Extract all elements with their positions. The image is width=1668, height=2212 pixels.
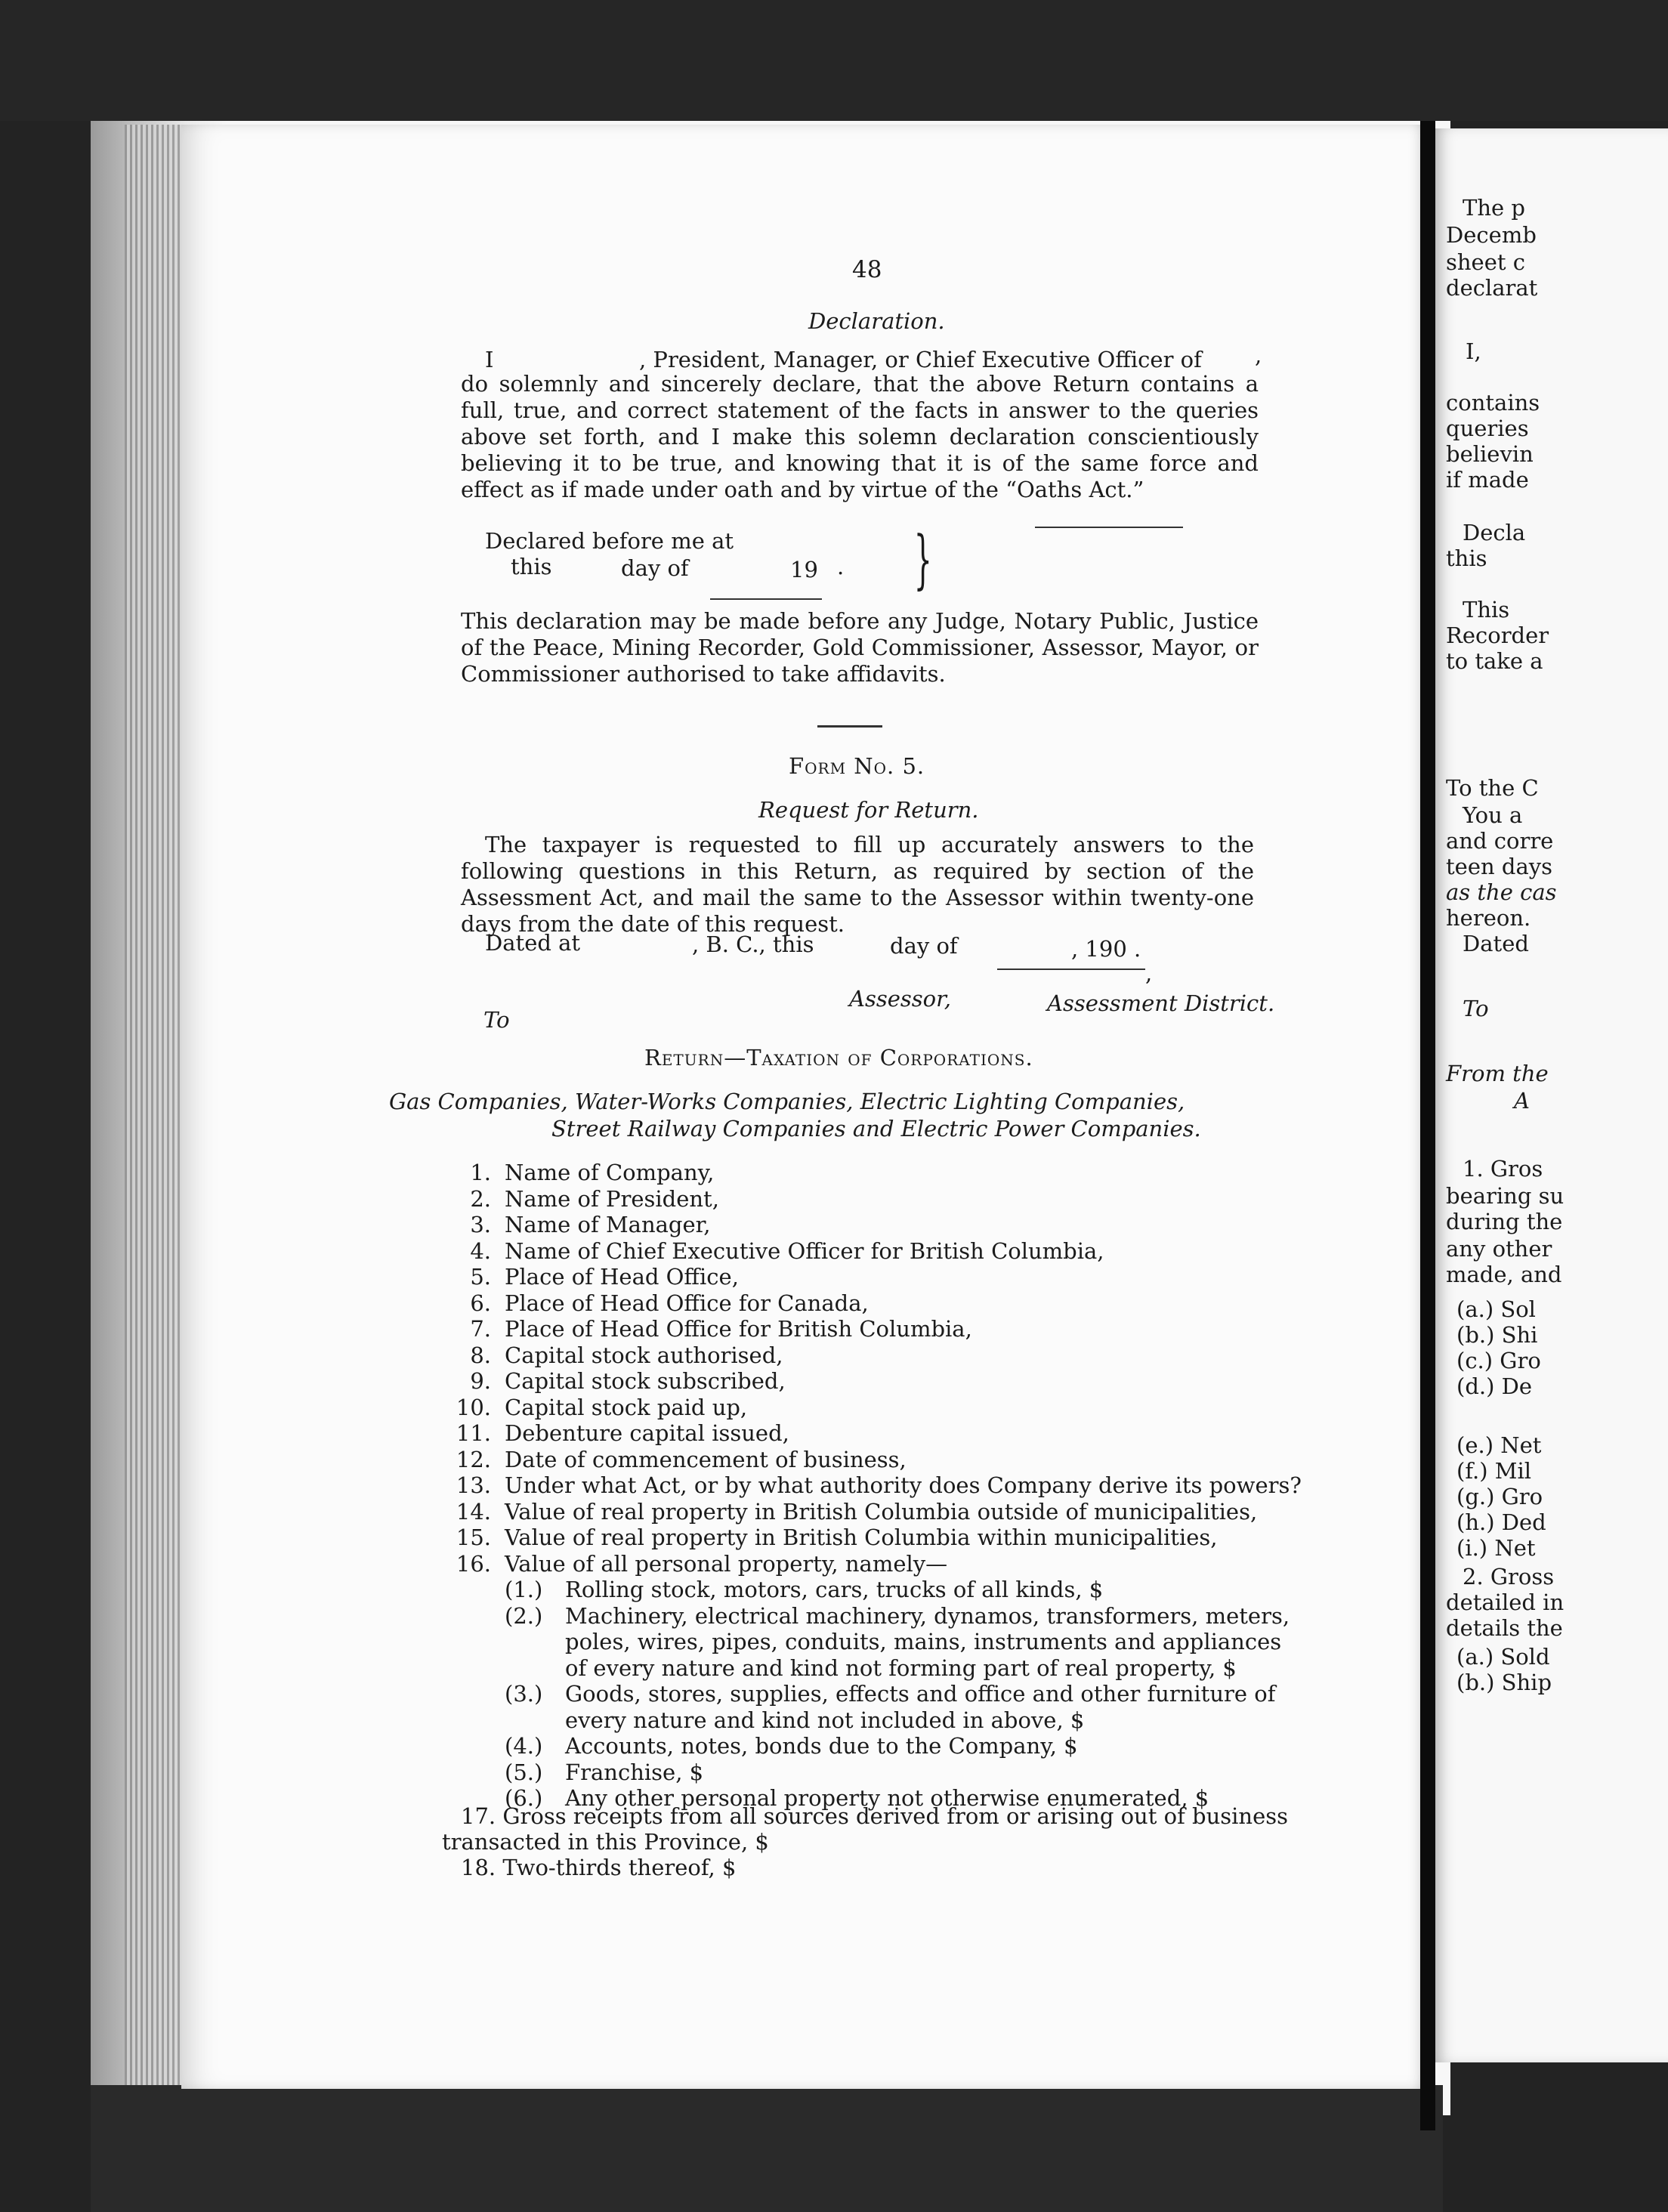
- right-page-line: (c.) Gro: [1456, 1348, 1541, 1373]
- form-subtitle: Request for Return.: [758, 797, 979, 823]
- right-page-line: hereon.: [1446, 905, 1531, 931]
- right-page-line: I,: [1466, 338, 1481, 364]
- right-page-line: (f.) Mil: [1456, 1458, 1532, 1484]
- subitem-number: (5.): [505, 1759, 543, 1785]
- item-text: Value of real property in British Columbia within municipalities,: [505, 1525, 1218, 1550]
- item-number: 15.: [456, 1525, 491, 1550]
- right-page-line: details the: [1446, 1615, 1563, 1641]
- dated-year: , 190 .: [1071, 936, 1141, 962]
- page-number: 48: [852, 256, 882, 283]
- section-divider: [817, 725, 882, 728]
- item-number: 7.: [470, 1316, 491, 1342]
- item-number: 1.: [470, 1160, 491, 1185]
- right-page-line: made, and: [1446, 1262, 1562, 1287]
- item-text: Place of Head Office,: [505, 1264, 739, 1290]
- scan-background-top: [0, 0, 1668, 121]
- right-page-line: This: [1463, 597, 1510, 623]
- item-text: Capital stock subscribed,: [505, 1368, 786, 1394]
- scan-background-bottom: [91, 2085, 1443, 2212]
- to-label: To: [483, 1007, 510, 1033]
- right-page-line: queries: [1446, 416, 1529, 441]
- right-page-line: declarat: [1446, 275, 1538, 301]
- right-page-line: A: [1514, 1088, 1530, 1114]
- item-number: 12.: [456, 1446, 491, 1472]
- right-page-line: as the cas: [1446, 879, 1557, 905]
- right-page-line: if made: [1446, 467, 1529, 493]
- item-text: Debenture capital issued,: [505, 1420, 789, 1446]
- right-page-line: To the C: [1446, 775, 1539, 801]
- right-page-line: sheet c: [1446, 249, 1525, 275]
- item-number: 6.: [470, 1290, 491, 1316]
- right-page-line: to take a: [1446, 648, 1543, 674]
- subitem-text: Franchise, $: [565, 1759, 704, 1785]
- right-page-line: From the: [1446, 1061, 1549, 1086]
- right-page-line: and corre: [1446, 828, 1554, 854]
- form-title: Form No. 5.: [789, 753, 925, 779]
- subitem-text: Machinery, electrical machinery, dynamos, transformers, meters,: [565, 1602, 1290, 1629]
- right-page-line: The p: [1463, 195, 1525, 221]
- right-page-line: Recorder: [1446, 623, 1549, 648]
- subitem-text: of every nature and kind not forming part of real property, $: [565, 1654, 1237, 1681]
- item-number: 11.: [456, 1420, 491, 1446]
- item-text: Capital stock paid up,: [505, 1394, 748, 1420]
- right-page-fragment: [1435, 128, 1668, 2062]
- subitem-number: (3.): [505, 1681, 543, 1707]
- item-text: Name of Chief Executive Officer for British Columbia,: [505, 1237, 1104, 1264]
- subitem-text: poles, wires, pipes, conduits, mains, instruments and appliances: [565, 1629, 1282, 1654]
- right-page-line: detailed in: [1446, 1589, 1565, 1615]
- dated-bc-this: , B. C., this: [692, 931, 814, 957]
- declaration-heading: Declaration.: [808, 308, 945, 334]
- book-gutter: [1420, 121, 1435, 2130]
- item-text: Place of Head Office for British Columbia,: [505, 1316, 972, 1342]
- subitem-number: (1.): [505, 1577, 543, 1602]
- item-number: 3.: [470, 1212, 491, 1237]
- right-page-line: this: [1446, 545, 1487, 571]
- subitem-text: Rolling stock, motors, cars, trucks of all kinds, $: [565, 1577, 1104, 1602]
- declared-day-of: day of: [621, 555, 689, 581]
- item-number: 10.: [456, 1394, 491, 1420]
- item-17-line-1: 17. Gross receipts from all sources derived from or arising out of business: [461, 1803, 1289, 1829]
- declared-period: .: [837, 554, 845, 579]
- subitem-text: Any other personal property not otherwise enumerated, $: [565, 1785, 1209, 1811]
- right-page-line: 2. Gross: [1463, 1564, 1555, 1589]
- subitem-text: every nature and kind not included in above, $: [565, 1707, 1085, 1733]
- companies-line-1: Gas Companies, Water-Works Companies, Electric Lighting Companies,: [389, 1089, 1185, 1114]
- return-heading: Return—Taxation of Corporations.: [644, 1045, 1033, 1070]
- right-page-line: (d.) De: [1456, 1373, 1533, 1399]
- year-line: [710, 598, 822, 600]
- right-page-line: bearing su: [1446, 1183, 1565, 1209]
- companies-line-2: Street Railway Companies and Electric Power Companies.: [551, 1116, 1201, 1142]
- item-text: Value of real property in British Columbia outside of municipalities,: [505, 1498, 1258, 1525]
- right-page-line: To: [1463, 996, 1489, 1021]
- item-text: Date of commencement of business,: [505, 1446, 907, 1472]
- subitem-number: (4.): [505, 1733, 543, 1759]
- declaration-line1: , President, Manager, or Chief Executive Officer of: [639, 347, 1202, 372]
- dated-day-of: day of: [890, 933, 958, 959]
- item-text: Name of Manager,: [505, 1212, 711, 1237]
- right-page-line: Decla: [1463, 520, 1526, 545]
- item-number: 8.: [470, 1342, 491, 1368]
- item-number: 13.: [456, 1472, 491, 1498]
- item-number: 16.: [456, 1550, 491, 1577]
- right-page-line: (g.) Gro: [1456, 1484, 1543, 1509]
- item-18: 18. Two-thirds thereof, $: [461, 1855, 737, 1880]
- district-label: Assessment District.: [1047, 990, 1275, 1016]
- item-17-line-2: transacted in this Province, $: [442, 1829, 769, 1855]
- declared-before: Declared before me at: [485, 528, 734, 554]
- right-page-line: during the: [1446, 1209, 1563, 1234]
- declared-year: 19: [790, 557, 818, 582]
- subitem-text: Goods, stores, supplies, effects and office and other furniture of: [565, 1681, 1276, 1707]
- dated-at: Dated at: [485, 930, 581, 956]
- declared-this: this: [511, 554, 552, 579]
- right-page-line: teen days: [1446, 854, 1552, 879]
- right-page-line: You a: [1463, 802, 1523, 828]
- right-page-line: (b.) Shi: [1456, 1322, 1538, 1348]
- subitem-text: Accounts, notes, bonds due to the Company, $: [565, 1733, 1078, 1759]
- item-text: Name of President,: [505, 1185, 719, 1212]
- district-line: [997, 969, 1145, 970]
- item-number: 14.: [456, 1498, 491, 1525]
- signature-line: [1035, 527, 1183, 528]
- right-page-line: believin: [1446, 441, 1534, 467]
- right-page-line: 1. Gros: [1463, 1156, 1543, 1182]
- item-number: 9.: [470, 1368, 491, 1394]
- request-body: The taxpayer is requested to fill up accurately answers to the following questions in this Return, as required by section of the Assessment Act, and mail the same to the Assessor within twenty-one days from the date of this request.: [461, 832, 1254, 937]
- right-page-line: Dated: [1463, 931, 1529, 956]
- subitem-number: (6.): [505, 1785, 543, 1811]
- right-page-line: (h.) Ded: [1456, 1509, 1546, 1535]
- declaration-note: This declaration may be made before any Judge, Notary Public, Justice of the Peace, Mining Recorder, Gold Commissioner, Assessor, Mayor, or Commissioner authorised to take affidavits.: [461, 608, 1259, 687]
- right-page-line: any other: [1446, 1236, 1552, 1262]
- item-number: 4.: [470, 1237, 491, 1264]
- assessor-label: Assessor,: [849, 986, 951, 1012]
- item-text: Place of Head Office for Canada,: [505, 1290, 869, 1316]
- left-page: [181, 125, 1424, 2089]
- right-page-line: Decemb: [1446, 222, 1537, 248]
- item-text: Name of Company,: [505, 1160, 715, 1185]
- item-number: 2.: [470, 1185, 491, 1212]
- district-comma: ,: [1145, 960, 1153, 986]
- right-page-line: (b.) Ship: [1456, 1670, 1552, 1695]
- declaration-line1-comma: ,: [1255, 342, 1262, 368]
- item-text: Under what Act, or by what authority does Company derive its powers?: [505, 1472, 1302, 1498]
- page-edges: [125, 125, 185, 2104]
- right-page-line: (a.) Sold: [1456, 1644, 1550, 1670]
- right-page-line: (a.) Sol: [1456, 1296, 1536, 1322]
- subitem-number: (2.): [505, 1602, 543, 1629]
- right-page-line: (i.) Net: [1456, 1535, 1536, 1561]
- item-number: 5.: [470, 1264, 491, 1290]
- item-text: Capital stock authorised,: [505, 1342, 783, 1368]
- declared-brace: }: [913, 522, 932, 596]
- declaration-body: do solemnly and sincerely declare, that the above Return contains a full, true, and correct statement of the facts in answer to the queries above set forth, and I make this solemn declaration conscientiously believing it to be true, and knowing that it is of the same force and effect as if made under oath and by virtue of the “Oaths Act.”: [461, 371, 1259, 502]
- right-page-line: contains: [1446, 390, 1540, 416]
- declaration-i: I: [485, 347, 494, 372]
- right-page-line: (e.) Net: [1456, 1432, 1542, 1458]
- item-text: Value of all personal property, namely—: [505, 1550, 948, 1577]
